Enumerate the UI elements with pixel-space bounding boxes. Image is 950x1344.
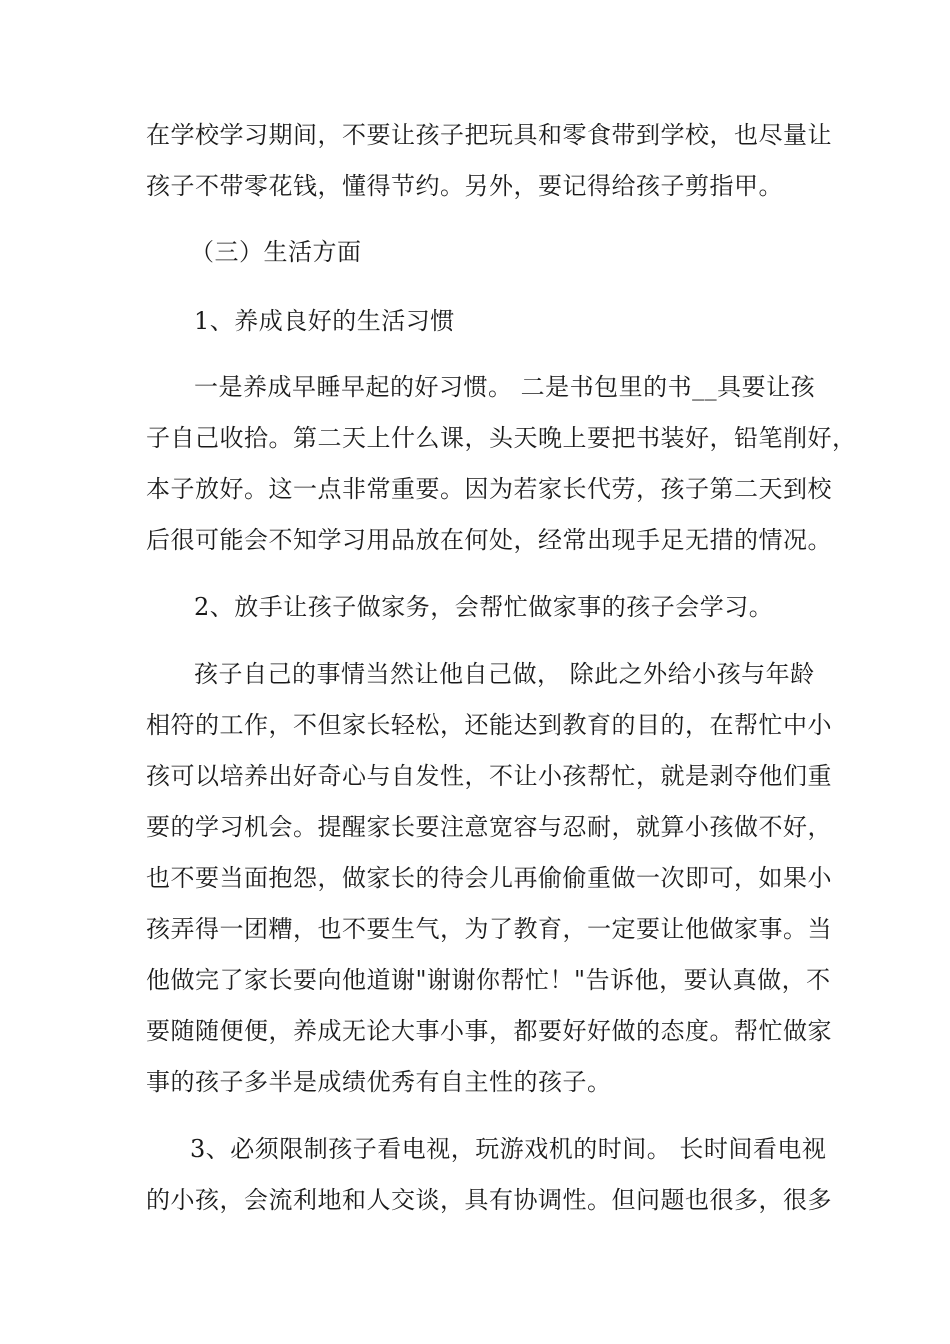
- section-heading: （三）生活方面: [190, 238, 362, 266]
- body-text-line: 事的孩子多半是成绩优秀有自主性的孩子。: [146, 1068, 612, 1096]
- body-text-line: 他做完了家长要向他道谢"谢谢你帮忙！"告诉他，要认真做，不: [146, 966, 831, 994]
- body-text-line: 相符的工作，不但家长轻松，还能达到教育的目的，在帮忙中小: [146, 711, 832, 739]
- body-text-line: 孩弄得一团糟，也不要生气，为了教育，一定要让他做家事。当: [146, 915, 832, 943]
- subsection-heading: 2、放手让孩子做家务，会帮忙做家事的孩子会学习。: [194, 593, 774, 621]
- body-text-line: 孩可以培养出好奇心与自发性，不让小孩帮忙，就是剥夺他们重: [146, 762, 832, 790]
- body-text-line: 孩子不带零花钱，懂得节约。另外，要记得给孩子剪指甲。: [146, 172, 783, 200]
- body-text-line: 也不要当面抱怨，做家长的待会儿再偷偷重做一次即可，如果小: [146, 864, 832, 892]
- body-text-line: 子自己收拾。第二天上什么课，头天晚上要把书装好，铅笔削好，: [146, 424, 857, 452]
- body-text-line: 在学校学习期间，不要让孩子把玩具和零食带到学校，也尽量让: [146, 121, 832, 149]
- body-text-line: 后很可能会不知学习用品放在何处，经常出现手足无措的情况。: [146, 526, 832, 554]
- body-text-line: 孩子自己的事情当然让他自己做， 除此之外给小孩与年龄: [194, 660, 815, 688]
- subsection-heading: 1、养成良好的生活习惯: [194, 307, 455, 335]
- body-text-line: 本子放好。这一点非常重要。因为若家长代劳，孩子第二天到校: [146, 475, 832, 503]
- body-text-line: 要的学习机会。提醒家长要注意宽容与忍耐，就算小孩做不好，: [146, 813, 832, 841]
- body-text-line: 一是养成早睡早起的好习惯。 二是书包里的书__具要让孩: [194, 373, 816, 401]
- body-text-line: 要随随便便，养成无论大事小事，都要好好做的态度。帮忙做家: [146, 1017, 832, 1045]
- body-text-line: 的小孩，会流利地和人交谈，具有协调性。但问题也很多，很多: [146, 1186, 832, 1214]
- subsection-heading: 3、必须限制孩子看电视，玩游戏机的时间。 长时间看电视: [190, 1135, 827, 1163]
